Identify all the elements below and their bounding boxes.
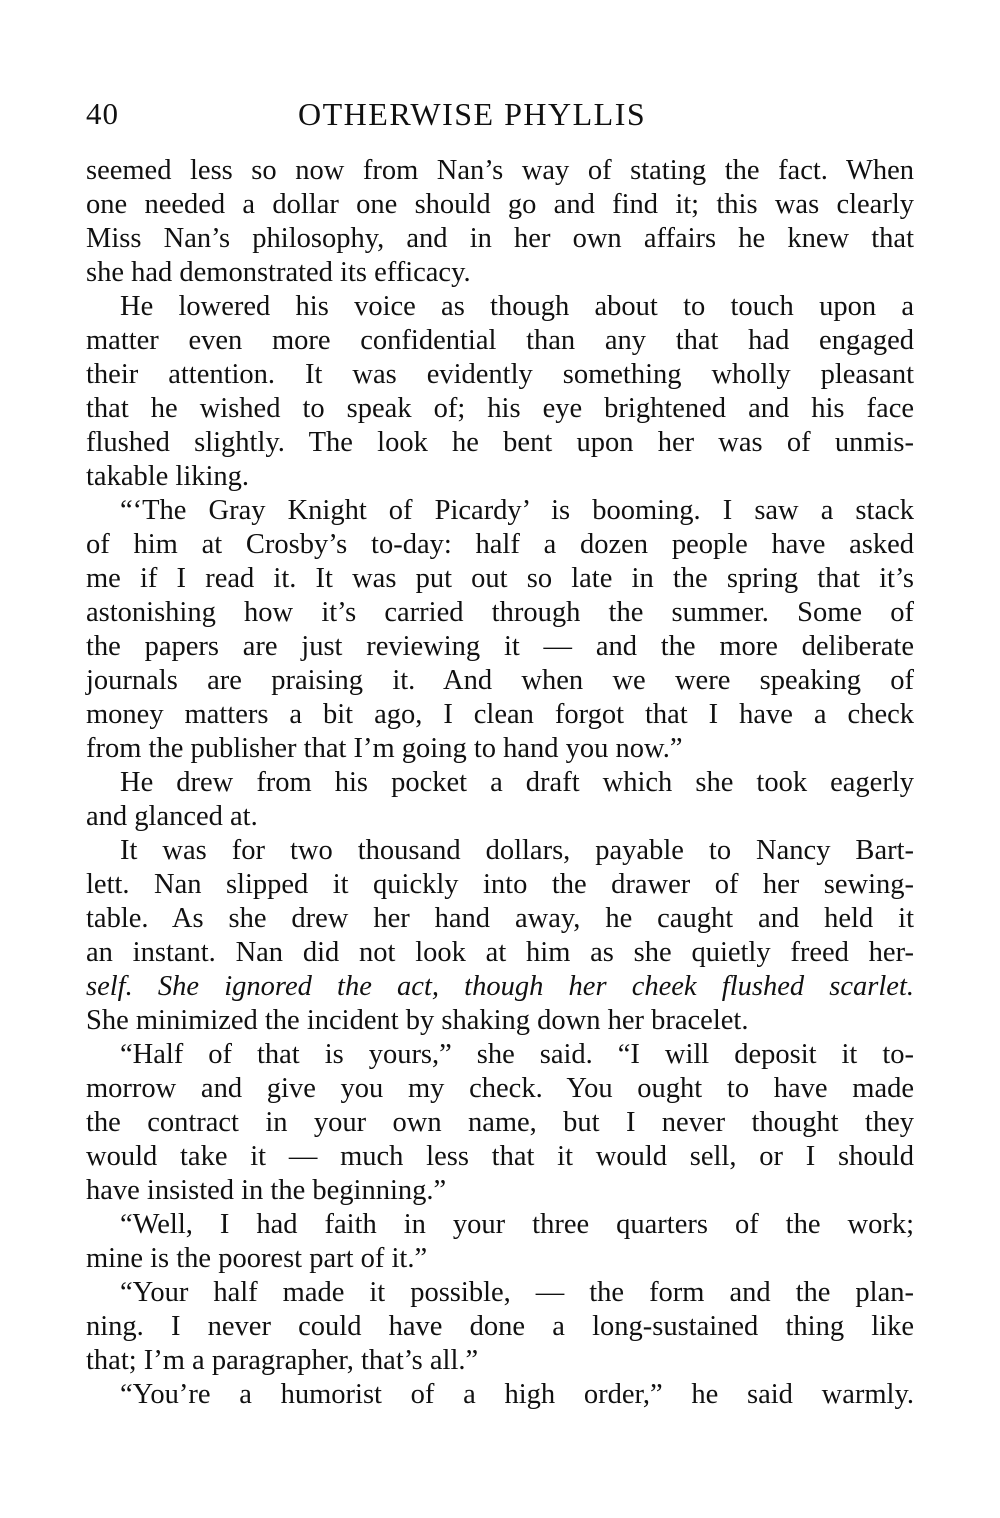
text-line: mine is the poorest part of it.” [86, 1243, 428, 1274]
body-text [86, 154, 914, 1412]
text-line: ning. I never could have done a long-sustained thing like [86, 1311, 914, 1342]
text-line: “‘The Gray Knight of Picardy’ is booming. I saw a stack [120, 495, 914, 526]
text-line: flushed slightly. The look he bent upon her was of unmis- [86, 427, 914, 458]
text-line: “Half of that is yours,” she said. “I will deposit it to- [120, 1039, 914, 1070]
text-line: their attention. It was evidently something wholly pleasant [86, 359, 914, 390]
text-line: of him at Crosby’s to-day: half a dozen people have asked [86, 529, 914, 560]
text-line: me if I read it. It was put out so late in the spring that it’s [86, 563, 914, 594]
text-line: from the publisher that I’m going to hand you now.” [86, 733, 683, 764]
text-line: an instant. Nan did not look at him as she quietly freed her- [86, 937, 914, 968]
text-line: that; I’m a paragrapher, that’s all.” [86, 1345, 479, 1376]
text-line: seemed less so now from Nan’s way of stating the fact. When [86, 155, 914, 186]
text-line: “Your half made it possible, — the form and the plan- [120, 1277, 914, 1308]
text-line: He lowered his voice as though about to touch upon a [120, 291, 914, 322]
text-line: “Well, I had faith in your three quarters of the work; [120, 1209, 914, 1240]
text-line: Miss Nan’s philosophy, and in her own affairs he knew that [86, 223, 914, 254]
text-line: matter even more confidential than any that had engaged [86, 325, 914, 356]
text-line: and glanced at. [86, 801, 258, 832]
running-title: OTHERWISE PHYLLIS [298, 96, 647, 132]
text-line: table. As she drew her hand away, he caught and held it [86, 903, 914, 934]
text-line: journals are praising it. And when we were speaking of [86, 665, 914, 696]
text-line: “You’re a humorist of a high order,” he said warmly. [120, 1379, 914, 1410]
page-number: 40 [86, 96, 119, 131]
text-line: money matters a bit ago, I clean forgot that I have a check [86, 699, 914, 730]
text-line: would take it — much less that it would sell, or I should [86, 1141, 914, 1172]
text-line: have insisted in the beginning.” [86, 1175, 447, 1206]
text-line: morrow and give you my check. You ought to have made [86, 1073, 914, 1104]
text-line: that he wished to speak of; his eye brightened and his face [86, 393, 914, 424]
page-header [86, 92, 914, 136]
text-line: the contract in your own name, but I never thought they [86, 1107, 914, 1138]
text-line: It was for two thousand dollars, payable to Nancy Bart- [120, 835, 914, 866]
text-line: lett. Nan slipped it quickly into the drawer of her sewing- [86, 869, 914, 900]
text-line: She minimized the incident by shaking down her bracelet. [86, 1005, 749, 1036]
text-line: astonishing how it’s carried through the summer. Some of [86, 597, 914, 628]
text-line: He drew from his pocket a draft which she took eagerly [120, 767, 914, 798]
text-line: she had demonstrated its efficacy. [86, 257, 471, 288]
text-line: one needed a dollar one should go and find it; this was clearly [86, 189, 914, 220]
text-line: the papers are just reviewing it — and the more deliberate [86, 631, 914, 662]
text-line: takable liking. [86, 461, 250, 492]
text-line: self. She ignored the act, though her cheek flushed scarlet. [86, 971, 914, 1002]
